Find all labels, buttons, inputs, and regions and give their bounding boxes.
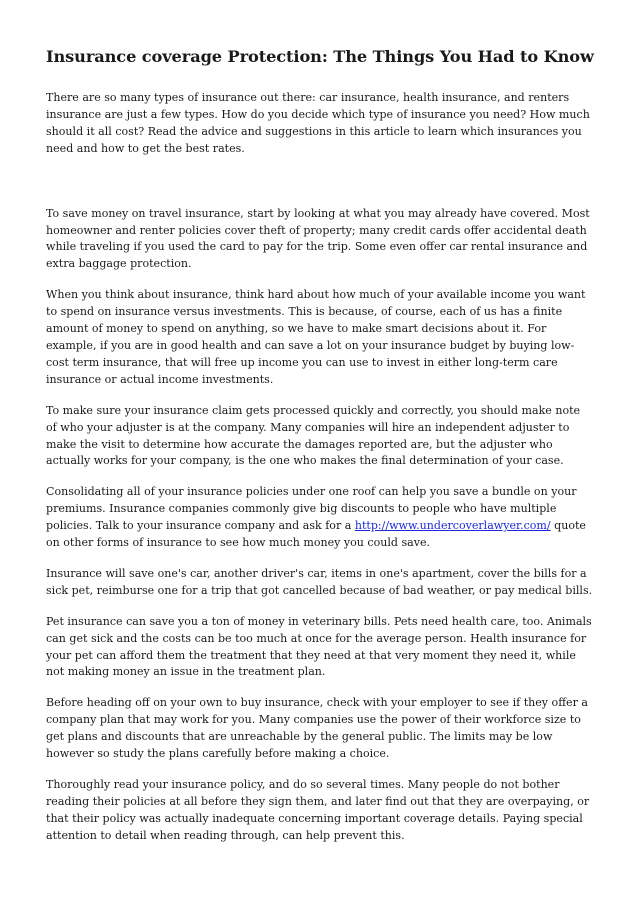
paragraph-consolidating (46, 484, 594, 552)
paragraph-consolidating-text-after: quote on other forms of insurance to see how much money you could save. (46, 519, 586, 550)
paragraph-travel-insurance: To save money on travel insurance, start by looking at what you may already have covered. Most homeowner and renter policies cover theft of property; many credit cards offer accidental death while traveling if you used the card to pay for the trip. Some even offer car rental insurance and extra baggage protection. (46, 206, 590, 271)
paragraph-employer-plan: Before heading off on your own to buy insurance, check with your employer to see if they offer a company plan that may work for you. Many companies use the power of their workforce size to get plans and discounts that are unreachable by the general public. The limits may be low however so study the plans carefully before making a choice. (46, 696, 588, 761)
undercoverlawyer-link[interactable]: http://www.undercoverlawyer.com/ (354, 519, 551, 533)
paragraph-consolidating-text-before: Consolidating all of your insurance policies under one roof can help you save a bundle on your premiums. Insurance companies commonly give big discounts to people who have multiple policies. Talk to your insurance company and ask for a (46, 485, 577, 533)
paragraph-coverage-examples: Insurance will save one's car, another driver's car, items in one's apartment, cover the bills for a sick pet, reimburse one for a trip that got cancelled because of bad weather, or pay medical bills. (46, 566, 593, 597)
document-page (46, 46, 594, 845)
paragraph-intro: There are so many types of insurance out there: car insurance, health insurance, and renters insurance are just a few types. How do you decide which type of insurance you need? How much should it all cost? Read the advice and suggestions in this article to learn which insurances you need and how to get the best rates. (46, 91, 590, 155)
paragraph-income-budget: When you think about insurance, think hard about how much of your available income you want to spend on insurance versus investments. This is because, of course, each of us has a finite amount of money to spend on anything, so we have to make smart decisions about it. For example, if you are in good health and can save a lot on your insurance budget by buying low-cost term insurance, that will free up income you can use to invest in either long-term care insurance or actual income investments. (46, 288, 586, 386)
paragraph-read-policy: Thoroughly read your insurance policy, and do so several times. Many people do not bother reading their policies at all before they sign them, and later find out that they are overpaying, or that their policy was actually inadequate concerning important coverage details. Paying special attention to detail when reading through, can help prevent this. (46, 778, 590, 842)
page-title: Insurance coverage Protection: The Things You Had to Know (46, 47, 594, 66)
paragraph-pet-insurance: Pet insurance can save you a ton of money in veterinary bills. Pets need health care, too. Animals can get sick and the costs can be too much at once for the average person. Health insurance for your pet can afford them the treatment that they need at that very moment they need it, while not making money an issue in the treatment plan. (46, 614, 592, 679)
paragraph-claim-adjuster: To make sure your insurance claim gets processed quickly and correctly, you should make note of who your adjuster is at the company. Many companies will hire an independent adjuster to make the visit to determine how accurate the damages reported are, but the adjuster who actually works for your company, is the one who makes the final determination of your case. (46, 403, 581, 468)
